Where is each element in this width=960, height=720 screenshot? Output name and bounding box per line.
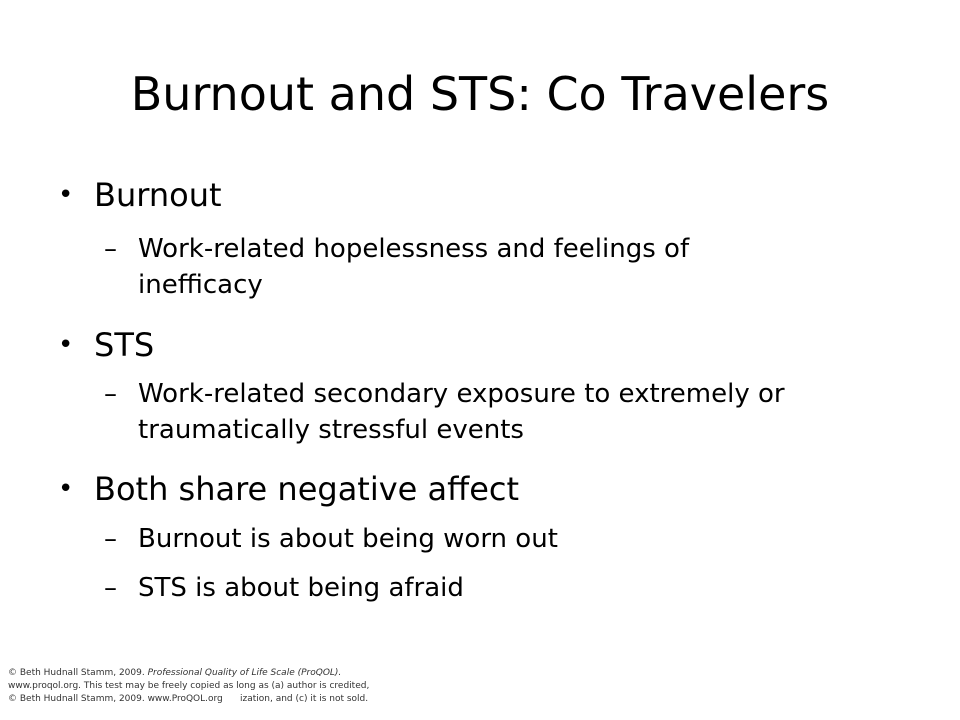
sub-bullet-burnout-definition [104, 231, 689, 303]
bullet-label: Burnout [94, 176, 222, 214]
sub-bullet-dash: – [104, 379, 117, 409]
sub-bullet-sts-definition [104, 376, 785, 448]
slide-title: Burnout and STS: Co Travelers [130, 67, 830, 121]
sub-bullet-text-line2: inefficacy [138, 270, 263, 300]
bullet-dot: • [58, 180, 74, 210]
bullet-dot: • [58, 330, 74, 360]
bullet-label: STS [94, 326, 155, 364]
bullet-dot: • [58, 474, 74, 504]
sub-bullet-text-line1: Work-related hopelessness and feelings of [138, 234, 690, 264]
sub-bullet-sts-afraid [104, 570, 464, 606]
footer-line-1: © Beth Hudnall Stamm, 2009. Professional Quality of Life Scale (ProQOL). [8, 668, 342, 678]
sub-bullet-dash: – [104, 234, 117, 264]
sub-bullet-text: Burnout is about being worn out [138, 524, 558, 554]
sub-bullet-text-line1: Work-related secondary exposure to extremely or [138, 379, 785, 409]
bullet-sts [58, 325, 154, 365]
sub-bullet-dash: – [104, 524, 117, 554]
copyright-footer [8, 667, 369, 706]
footer-overlapping-text: © Beth Hudnall Stamm, 2009. www.ProQOL.org ization, and (c) it is not sold. [8, 694, 369, 704]
sub-bullet-text: STS is about being afraid [138, 573, 464, 603]
bullet-label: Both share negative affect [94, 470, 520, 508]
footer-line-2: www.proqol.org. This test may be freely copied as long as (a) author is credited, [8, 681, 370, 691]
sub-bullet-burnout-worn-out [104, 521, 558, 557]
bullet-negative-affect [58, 469, 519, 509]
bullet-burnout [58, 175, 222, 215]
sub-bullet-dash: – [104, 573, 117, 603]
sub-bullet-text-line2: traumatically stressful events [138, 415, 524, 445]
